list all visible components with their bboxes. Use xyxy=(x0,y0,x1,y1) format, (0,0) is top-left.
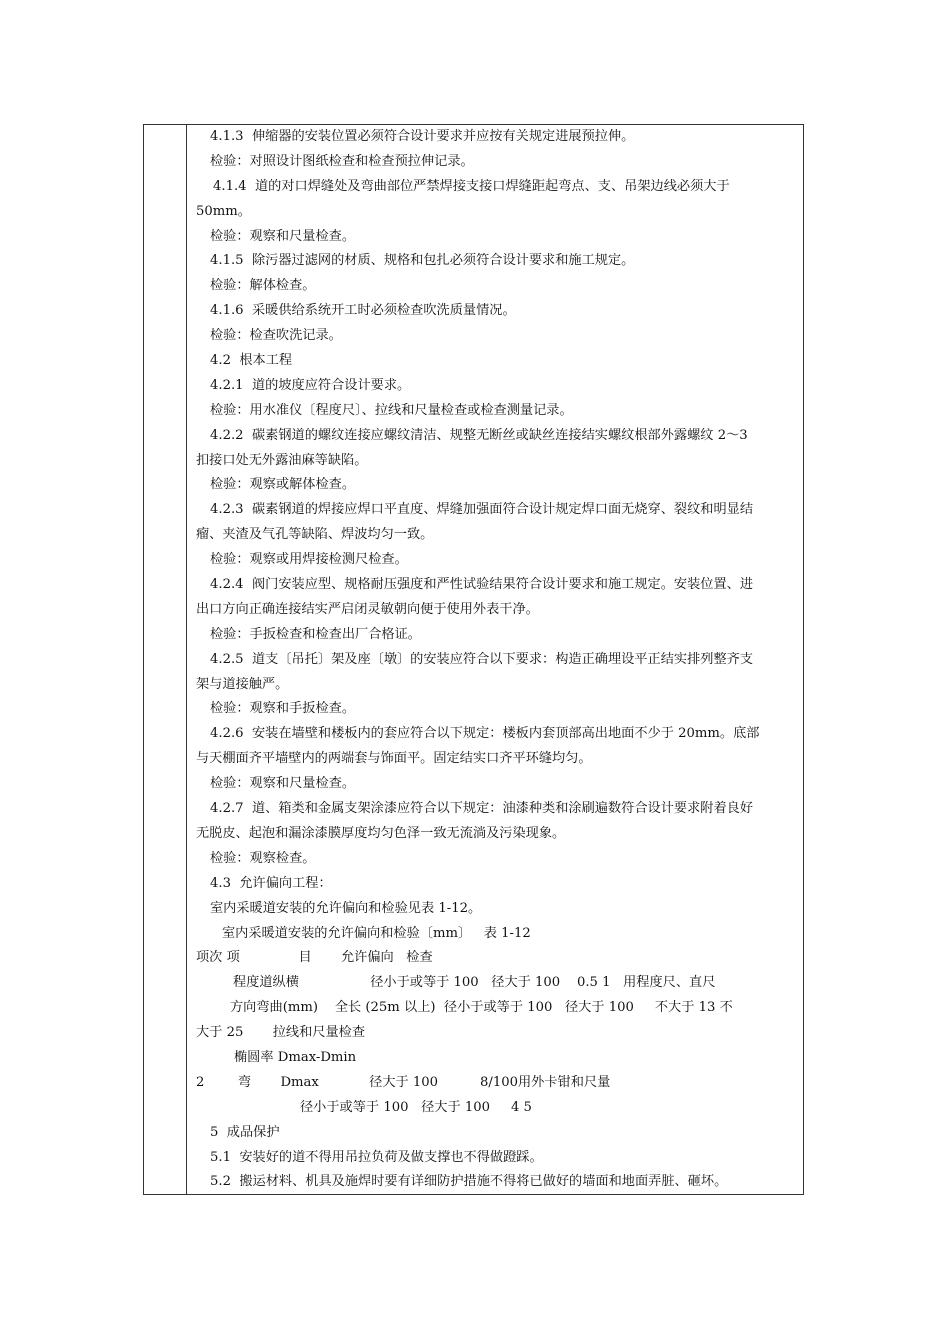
section-heading: 4.3 允许偏向工程： xyxy=(210,875,332,891)
section-heading: 4.2 根本工程 xyxy=(210,353,293,369)
text-line: 室内采暖道安装的允许偏向和检验见表 1-12。 xyxy=(210,900,482,916)
text-line: 4.1.3 伸缩器的安装位置必须符合设计要求并应按有关规定进展预拉伸。 xyxy=(210,129,635,144)
text-line: 检验：解体检查。 xyxy=(210,278,316,294)
text-line: 4.2.2 碳素钢道的螺纹连接应螺纹清洁、规整无断丝或缺丝连接结实螺纹根部外露螺纹 2～3 xyxy=(210,427,748,443)
text-line: 5.1 安装好的道不得用吊拉负荷及做支撑也不得做蹬踩。 xyxy=(210,1149,543,1165)
text-line: 检验：观察和手扳检查。 xyxy=(210,701,356,717)
text-line: 4.2.4 阀门安装应型、规格耐压强度和严性试验结果符合设计要求和施工规定。安装位置、进 xyxy=(210,577,754,593)
table-text-line: 椭圆率 Dmax-Dmin xyxy=(234,1049,357,1065)
text-line: 瘤、夹渣及气孔等缺陷、焊波均匀一致。 xyxy=(196,527,434,543)
text-line: 与天棚面齐平墙壁内的两端套与饰面平。固定结实口齐平环缝均匀。 xyxy=(196,751,592,767)
text-line: 检验：用水准仪〔程度尺〕、拉线和尺量检查或检查测量记录。 xyxy=(210,402,573,418)
text-line: 4.1.4 道的对口焊缝处及弯曲部位严禁焊接支接口焊缝距起弯点、支、吊架边线必须大于 xyxy=(213,178,730,194)
text-line: 50mm。 xyxy=(196,203,251,219)
text-line: 4.2.5 道支〔吊托〕架及座〔墩〕的安装应符合以下要求：构造正确埋设平正结实排列整齐支 xyxy=(210,651,754,667)
text-line: 检验：观察或用焊接检测尺检查。 xyxy=(210,552,408,568)
table-caption: 室内采暖道安装的允许偏向和检验〔mm〕 表 1-12 xyxy=(222,925,531,941)
text-line: 4.1.6 采暖供给系统开工时必须检查吹洗质量情况。 xyxy=(210,303,516,319)
text-line: 5.2 搬运材料、机具及施焊时要有详细防护措施不得将已做好的墙面和地面弄脏、砸坏。 xyxy=(210,1174,728,1190)
text-line: 扣接口处无外露油麻等缺陷。 xyxy=(196,452,368,468)
text-line: 无脱皮、起泡和漏涂漆膜厚度均匀色泽一致无流淌及污染现象。 xyxy=(196,825,566,841)
text-line: 4.2.6 安装在墙壁和楼板内的套应符合以下规定：楼板内套顶部高出地面不少于 20mm。底部 xyxy=(210,726,760,742)
table-text-line: 大于 25 拉线和尺量检查 xyxy=(196,1025,366,1041)
table-text-line: 项次 项 目 允许偏向 检查 xyxy=(196,950,433,966)
table-text-line: 径小于或等于 100 径大于 100 4 5 xyxy=(300,1099,532,1115)
document-body xyxy=(196,125,798,1195)
text-line: 检验：手扳检查和检查出厂合格证。 xyxy=(210,626,421,642)
text-line: 检验：检查吹洗记录。 xyxy=(210,328,342,344)
table-text-line: 程度道纵横 径小于或等于 100 径大于 100 0.5 1 用程度尺、直尺 xyxy=(233,975,716,991)
table-text-line: 2 弯 Dmax 径大于 100 8/100用外卡钳和尺量 xyxy=(196,1074,611,1090)
text-line: 出口方向正确连接结实严启闭灵敏朝向便于使用外表干净。 xyxy=(196,601,539,617)
text-line: 检验：观察或解体检查。 xyxy=(210,477,356,493)
text-line: 检验：观察和尺量检查。 xyxy=(210,776,356,792)
text-line: 4.1.5 除污器过滤网的材质、规格和包扎必须符合设计要求和施工规定。 xyxy=(210,253,635,269)
column-divider xyxy=(186,124,187,1195)
text-line: 4.2.1 道的坡度应符合设计要求。 xyxy=(210,377,411,393)
text-line: 检验：对照设计图纸检查和检查预拉伸记录。 xyxy=(210,153,474,169)
section-heading: 5 成品保护 xyxy=(210,1124,280,1140)
text-line: 架与道接触严。 xyxy=(196,676,289,692)
text-line: 4.2.3 碳素钢道的焊接应焊口平直度、焊缝加强面符合设计规定焊口面无烧穿、裂纹和明显结 xyxy=(210,502,754,518)
table-text-line: 方向弯曲(mm) 全长 (25m 以上) 径小于或等于 100 径大于 100 不大于 13 不 xyxy=(230,1000,733,1016)
text-line: 检验：观察和尺量检查。 xyxy=(210,228,356,244)
text-line: 检验：观察检查。 xyxy=(210,850,316,866)
text-line: 4.2.7 道、箱类和金属支架涂漆应符合以下规定：油漆种类和涂刷遍数符合设计要求附着良好 xyxy=(210,801,754,817)
